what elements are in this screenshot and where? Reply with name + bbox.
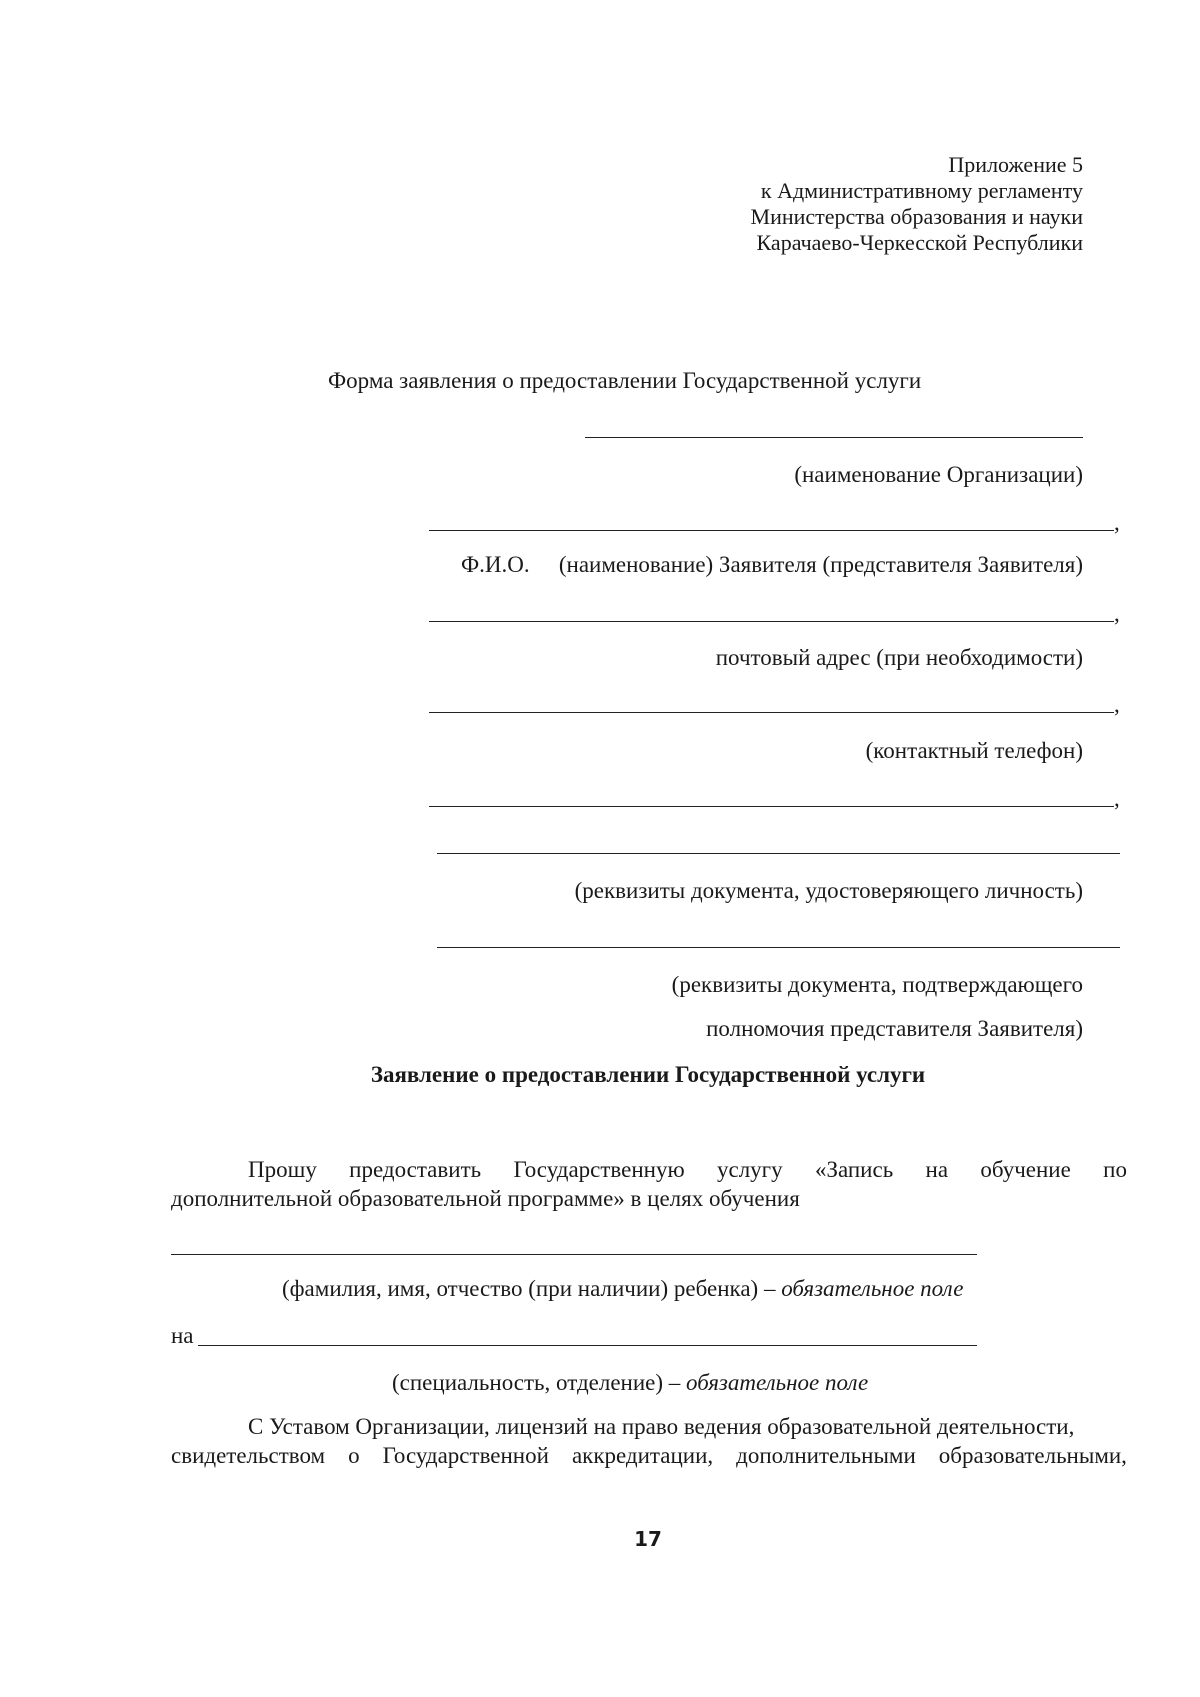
request-word: услугу xyxy=(716,1157,783,1182)
charter-paragraph xyxy=(171,1412,1127,1470)
specialty-required-note: обязательное поле xyxy=(686,1370,869,1395)
authority-document-field[interactable] xyxy=(437,947,1120,948)
child-required-note: обязательное поле xyxy=(781,1276,964,1301)
charter-line-1: С Уставом Организации, лицензий на право ведения образовательной деятельности, xyxy=(248,1414,1075,1439)
request-word: обучение xyxy=(980,1157,1071,1182)
child-caption-text: (фамилия, имя, отчество (при наличии) ребенка) – xyxy=(282,1276,776,1301)
id-document-comma: , xyxy=(1114,786,1120,811)
phone-field[interactable] xyxy=(429,712,1114,713)
appendix-header xyxy=(751,152,1083,256)
phone-comma: , xyxy=(1114,692,1120,717)
charter-word: Государственной xyxy=(382,1443,549,1468)
appendix-line-3: Министерства образования и науки xyxy=(750,204,1083,229)
appendix-line-4: Карачаево-Черкесской Республики xyxy=(756,230,1083,255)
charter-word: дополнительными xyxy=(736,1443,916,1468)
request-word: на xyxy=(925,1157,949,1182)
child-caption xyxy=(282,1276,963,1302)
authority-caption-line-1: (реквизиты документа, подтверждающего xyxy=(671,972,1083,997)
appendix-line-1: Приложение 5 xyxy=(948,152,1083,177)
statement-title: Заявление о предоставлении Государственной услуги xyxy=(370,1062,926,1087)
postal-address-comma: , xyxy=(1114,601,1120,626)
specialty-caption xyxy=(392,1370,868,1396)
request-word: по xyxy=(1103,1157,1127,1182)
id-document-caption: (реквизиты документа, удостоверяющего личность) xyxy=(574,878,1083,903)
charter-word: аккредитации, xyxy=(571,1443,714,1468)
specialty-field[interactable] xyxy=(198,1345,977,1346)
na-label: на xyxy=(171,1323,194,1348)
postal-address-caption: почтовый адрес (при необходимости) xyxy=(715,645,1083,670)
fio-label: Ф.И.О. xyxy=(461,552,530,577)
request-word: Прошу xyxy=(248,1157,317,1182)
authority-caption-line-2: полномочия представителя Заявителя) xyxy=(706,1016,1083,1041)
child-name-field[interactable] xyxy=(171,1254,977,1255)
charter-word: о xyxy=(348,1443,360,1468)
request-word: предоставить xyxy=(349,1157,482,1182)
applicant-name-comma: , xyxy=(1114,510,1120,535)
request-paragraph xyxy=(171,1155,1127,1213)
organization-caption: (наименование Организации) xyxy=(794,462,1083,487)
charter-word: свидетельством xyxy=(171,1443,326,1468)
id-document-field-2[interactable] xyxy=(437,853,1120,854)
appendix-line-2: к Административному регламенту xyxy=(760,178,1083,203)
specialty-caption-text: (специальность, отделение) – xyxy=(392,1370,681,1395)
organization-name-field[interactable] xyxy=(585,437,1083,438)
request-line-2: дополнительной образовательной программе» в целях обучения xyxy=(171,1186,800,1211)
postal-address-field[interactable] xyxy=(429,621,1114,622)
applicant-caption: (наименование) Заявителя (представителя Заявителя) xyxy=(558,552,1083,577)
id-document-field-1[interactable] xyxy=(429,806,1114,807)
form-title: Форма заявления о предоставлении Государственной услуги xyxy=(328,368,922,393)
applicant-name-field[interactable] xyxy=(429,530,1114,531)
request-word: «Запись xyxy=(814,1157,894,1182)
charter-word: образовательными, xyxy=(938,1443,1127,1468)
phone-caption: (контактный телефон) xyxy=(865,738,1083,763)
page-number: 17 xyxy=(634,1527,662,1551)
charter-line-2 xyxy=(171,1441,1127,1470)
request-word: Государственную xyxy=(513,1157,685,1182)
request-line-1 xyxy=(171,1155,1127,1184)
